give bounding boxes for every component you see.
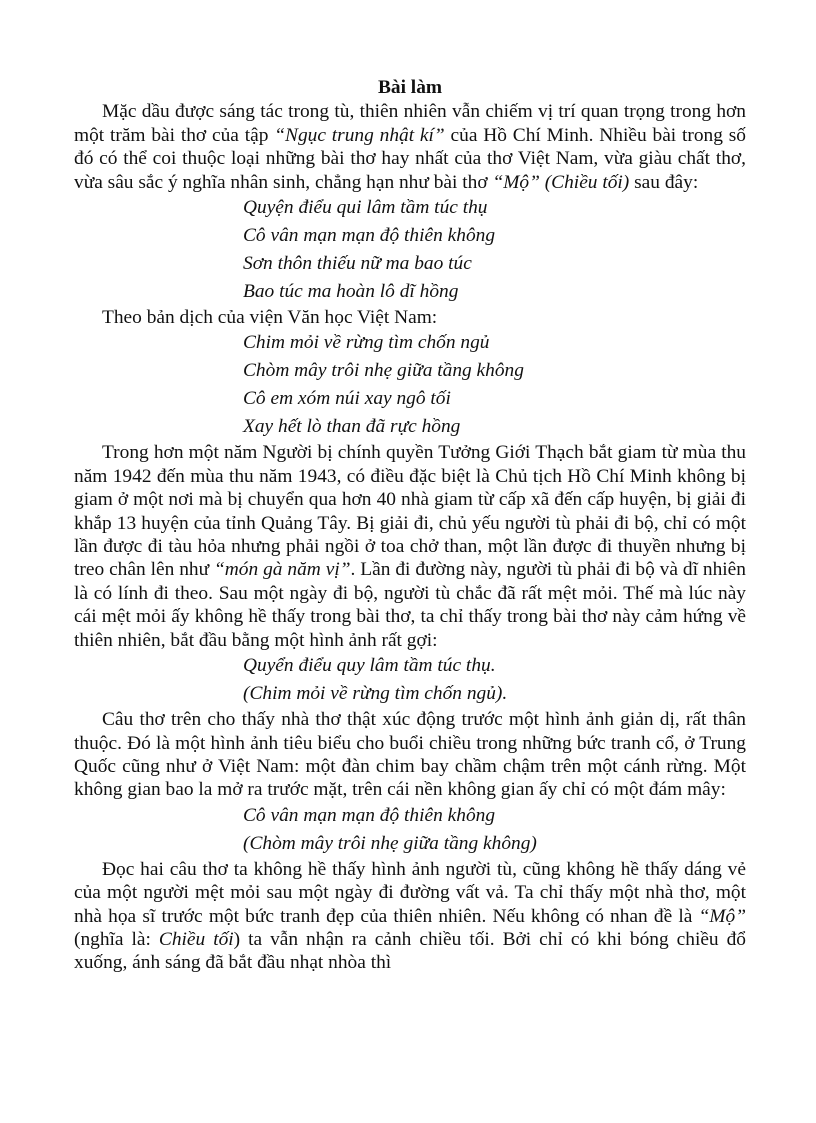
- intro-poem-title: “Mộ” (Chiều tối): [492, 171, 630, 193]
- poem-translation-line-4: Xay hết lò than đã rực hồng: [243, 416, 461, 438]
- paragraph-3: Câu thơ trên cho thấy nhà thơ thật xúc động trước một hình ảnh giản dị, rất thân thuộc. Đó là một hình ảnh tiêu biểu cho buổi chiều trong những bức tranh cổ, ở Trung Quốc cũng như ở Việt Nam: một đàn chim bay chầm chậm trên một cánh rừng. Một không gian bao la mở ra trước mặt, trên cái nền không gian ấy chỉ có một đám mây:: [74, 709, 746, 801]
- poem-original-line-2: Cô vân mạn mạn độ thiên không: [243, 225, 496, 247]
- quote-2: [74, 802, 746, 858]
- poem-original-line-3: Sơn thôn thiếu nữ ma bao túc: [243, 253, 472, 275]
- poem-translation-line-1: Chim mỏi về rừng tìm chốn ngủ: [243, 332, 490, 354]
- poem-translation-line-3: Cô em xóm núi xay ngô tối: [243, 388, 451, 410]
- quote-2-line-2: (Chòm mây trôi nhẹ giữa tầng không): [243, 832, 537, 854]
- quote-2-line-1: Cô vân mạn mạn độ thiên không: [243, 804, 496, 826]
- quote-1-line-1: Quyển điểu quy lâm tầm túc thụ.: [243, 655, 496, 677]
- para4-meaning: Chiều tối: [158, 928, 234, 950]
- para2-text-a: Trong hơn một năm Người bị chính quyền Tưởng Giới Thạch bắt giam từ mùa thu năm 1942 đến mùa thu năm 1943, có điều đặc biệt là Chủ tịch Hồ Chí Minh không bị giam ở một nơi mà bị chuyển qua hơn 40 nhà giam từ cấp xã đến cấp huyện, bị giải đi khắp 13 huyện của tỉnh Quảng Tây. Bị giải đi, chủ yếu người tù phải đi bộ, chỉ có một lần được đi tàu hỏa nhưng phải ngồi ở toa chở than, một lần được đi thuyền nhưng bị treo chân lên như: [74, 442, 746, 581]
- intro-paragraph: [74, 100, 746, 194]
- intro-text-a: Mặc dầu được sáng tác trong tù, thiên nhiên vẫn chiếm vị trí quan trọng trong hơn một trăm bài thơ của tập: [74, 101, 746, 146]
- poem-translation-line-2: Chòm mây trôi nhẹ giữa tầng không: [243, 360, 524, 382]
- document-title: Bài làm: [377, 77, 443, 98]
- poem-original-line-4: Bao túc ma hoàn lô dĩ hồng: [243, 281, 459, 303]
- paragraph-4: [74, 858, 746, 975]
- poem-original: [74, 194, 746, 306]
- intro-text-e: sau đây:: [629, 171, 699, 193]
- intro-text-c: của Hồ Chí Minh. Nhiều bài trong số đó có thể coi thuộc loại những bài thơ hay nhất của thơ Việt Nam, vừa giàu chất thơ, vừa sâu sắc ý nghĩa nhân sinh, chẳng hạn như bài thơ: [74, 124, 746, 193]
- intro-book-title: “Ngục trung nhật kí”: [274, 124, 445, 146]
- para2-quote: “món gà năm vị”: [214, 559, 351, 581]
- para4-title: “Mộ”: [698, 905, 746, 927]
- document-page: [74, 76, 746, 975]
- poem-original-line-1: Quyện điểu qui lâm tầm túc thụ: [243, 197, 488, 219]
- para4-text-c: (nghĩa là:: [74, 928, 159, 950]
- para4-text-e: ) ta vẫn nhận ra cảnh chiều tối. Bởi chỉ có khi bóng chiều đổ xuống, ánh sáng đã bắt đầu nhạt nhòa thì: [74, 928, 747, 974]
- para4-text-a: Đọc hai câu thơ ta không hề thấy hình ảnh người tù, cũng không hề thấy dáng vẻ của một người mệt mỏi sau một ngày đi đường vất vả. Ta chỉ thấy một nhà thơ, một nhà họa sĩ trước một bức tranh đẹp của thiên nhiên. Nếu không có nhan đề là: [74, 858, 746, 927]
- quote-1-line-2: (Chim mỏi về rừng tìm chốn ngủ).: [243, 683, 508, 705]
- para2-text-c: . Lần đi đường này, người tù phải đi bộ và dĩ nhiên là có lính đi theo. Sau một ngày đi bộ, người tù chắc đã rất mệt mỏi. Thế mà lúc này cái mệt mỏi ấy không hề thấy trong bài thơ, ta chỉ thấy trong bài thơ này cảm hứng về thiên nhiên, bắt đầu bằng một hình ảnh rất gợi:: [74, 559, 746, 651]
- paragraph-2: [74, 441, 746, 652]
- quote-1: [74, 652, 746, 708]
- translation-intro: Theo bản dịch của viện Văn học Việt Nam:: [102, 307, 438, 329]
- poem-translation: [74, 329, 746, 441]
